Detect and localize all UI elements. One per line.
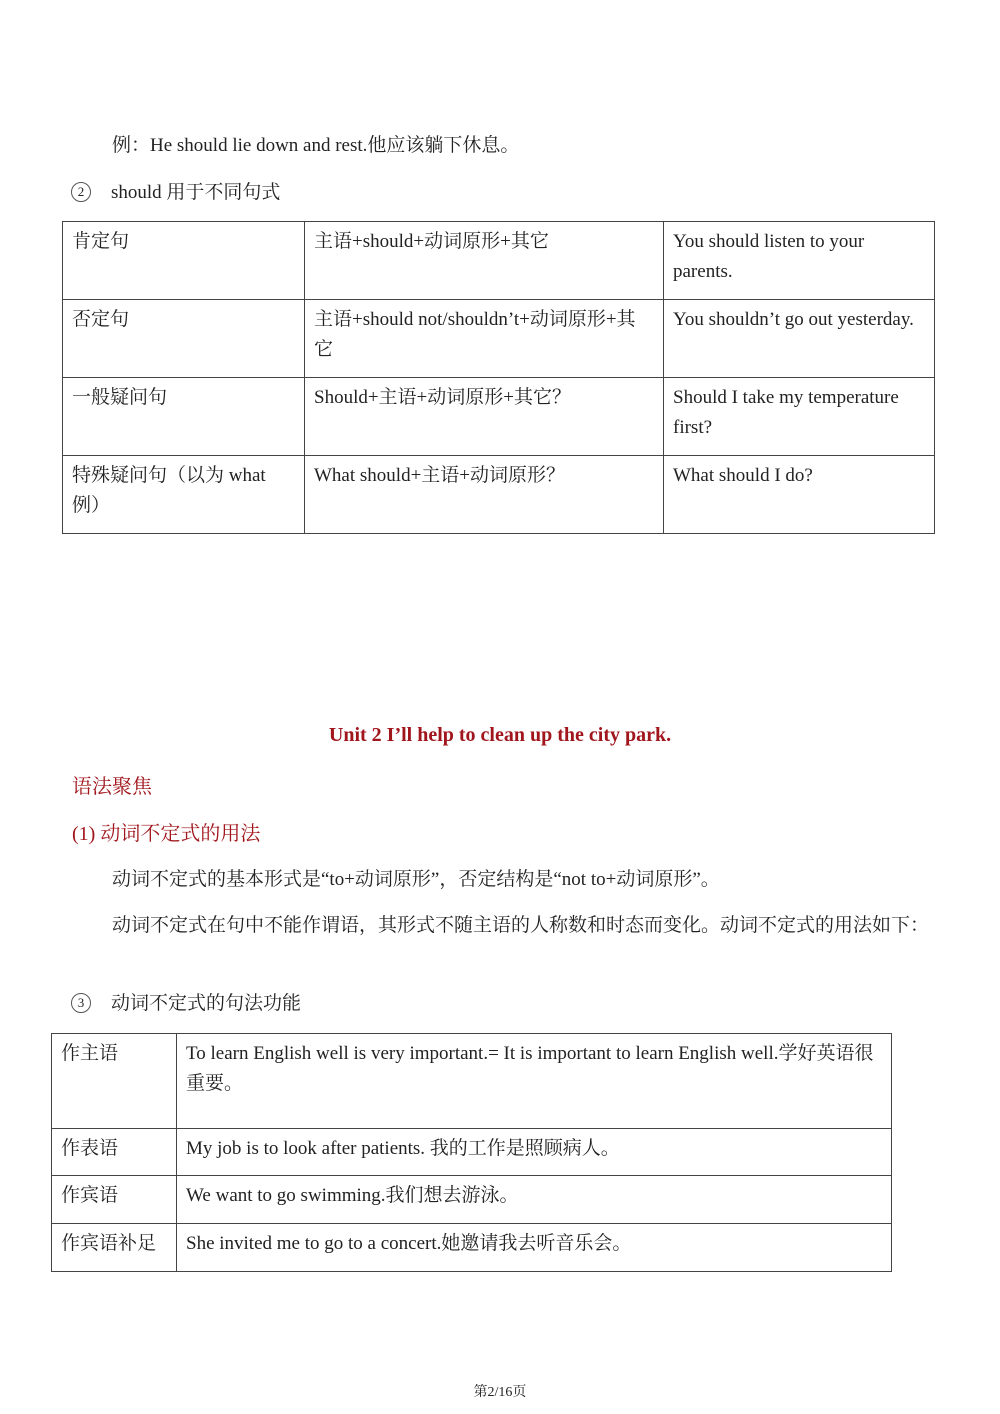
table-cell: My job is to look after patients. 我的工作是照顾病人。 — [177, 1129, 892, 1176]
unit-title: Unit 2 I’ll help to clean up the city park. — [328, 724, 672, 746]
table-cell: 一般疑问句 — [63, 378, 305, 456]
table-cell: What should+主语+动词原形？ — [305, 456, 664, 534]
page-footer: 第2/16页 — [473, 1385, 527, 1400]
table-row — [52, 1176, 892, 1224]
paragraph-1: 动词不定式的基本形式是“to+动词原形”，否定结构是“not to+动词原形”。 — [112, 869, 720, 890]
table-cell: 作主语 — [52, 1034, 177, 1129]
table-cell: Should+主语+动词原形+其它？ — [305, 378, 664, 456]
table-cell: You should listen to your parents. — [664, 222, 935, 300]
should-sentence-table — [62, 221, 935, 534]
circled-number: 2 — [71, 182, 91, 202]
table-cell: We want to go swimming.我们想去游泳。 — [177, 1176, 892, 1224]
section-3-heading — [71, 988, 301, 1015]
section-2-title: should 用于不同句式 — [111, 182, 281, 203]
table-cell: 作表语 — [52, 1129, 177, 1176]
table-cell: 主语+should+动词原形+其它 — [305, 222, 664, 300]
table-cell: You shouldn’t go out yesterday. — [664, 300, 935, 378]
table-cell: 肯定句 — [63, 222, 305, 300]
table-cell: 否定句 — [63, 300, 305, 378]
example-sentence: 例：He should lie down and rest.他应该躺下休息。 — [112, 135, 520, 156]
table-row — [63, 222, 935, 300]
table-row — [63, 456, 935, 534]
table-row — [63, 378, 935, 456]
sub-heading: (1) 动词不定式的用法 — [72, 823, 261, 845]
table-cell: 作宾语 — [52, 1176, 177, 1224]
table-cell: To learn English well is very important.= It is important to learn English well.学好英语很重要。 — [177, 1034, 892, 1129]
table-cell: 作宾语补足 — [52, 1224, 177, 1272]
table-cell: 特殊疑问句（以为 what 例） — [63, 456, 305, 534]
table-row — [52, 1129, 892, 1176]
grammar-heading: 语法聚焦 — [72, 776, 152, 798]
section-2-heading — [71, 177, 280, 204]
table-row — [63, 300, 935, 378]
section-3-title: 动词不定式的句法功能 — [111, 993, 302, 1014]
table-cell: What should I do? — [664, 456, 935, 534]
infinitive-function-table — [51, 1033, 892, 1272]
table-cell: Should I take my temperature first? — [664, 378, 935, 456]
circled-number: 3 — [71, 993, 91, 1013]
table-cell: She invited me to go to a concert.她邀请我去听音乐会。 — [177, 1224, 892, 1272]
paragraph-2: 动词不定式在句中不能作谓语，其形式不随主语的人称数和时态而变化。动词不定式的用法如下： — [112, 915, 930, 936]
table-cell: 主语+should not/shouldn’t+动词原形+其它 — [305, 300, 664, 378]
table-row — [52, 1224, 892, 1272]
table-row — [52, 1034, 892, 1129]
